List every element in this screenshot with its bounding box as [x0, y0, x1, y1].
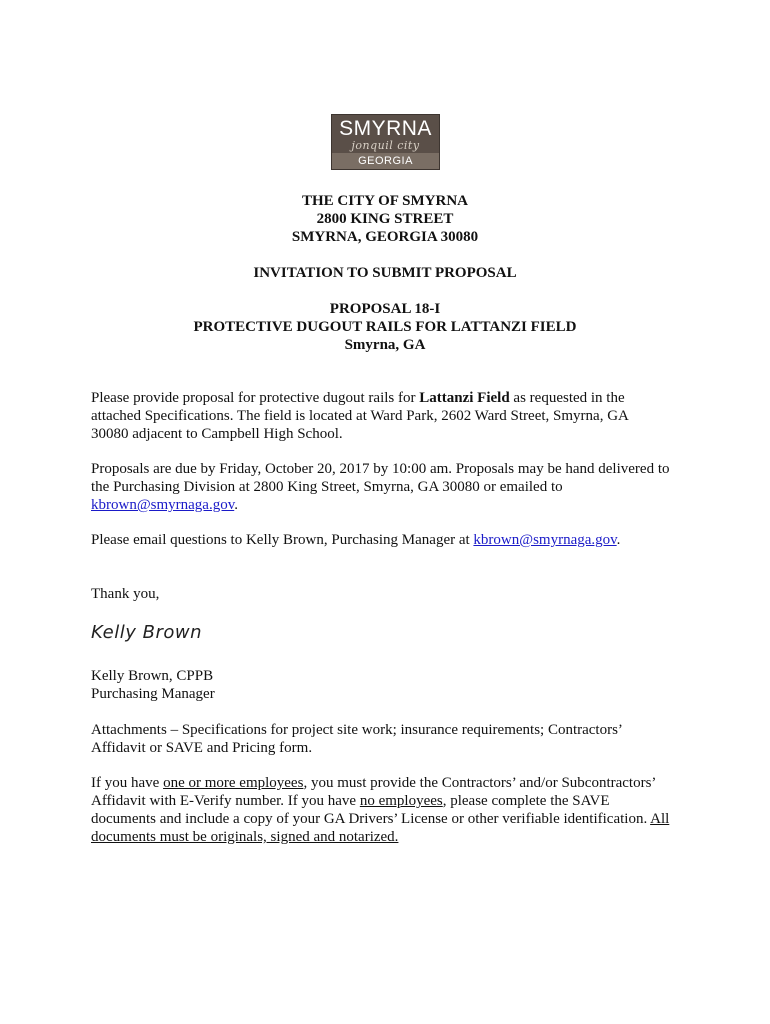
text: attached Specifications. The field is located at Ward Park, 2602 Ward Street, Smyrna, GA — [91, 408, 629, 424]
signer-title: Purchasing Manager — [91, 686, 215, 702]
logo-tagline: jonquil city — [351, 139, 420, 152]
logo-state: GEORGIA — [332, 153, 439, 169]
header-street: 2800 KING STREET — [316, 211, 454, 227]
proposal-title: PROTECTIVE DUGOUT RAILS FOR LATTANZI FIELD — [193, 319, 577, 335]
underlined-text: one or more employees — [163, 775, 304, 791]
text: documents and include a copy of your GA Drivers’ License or other verifiable identification. — [91, 811, 651, 827]
text: as requested in the — [509, 390, 625, 406]
proposal-location: Smyrna, GA — [344, 337, 426, 353]
logo-title: SMYRNA — [339, 117, 432, 140]
paragraph-attachments — [91, 721, 691, 757]
text: Proposals are due by Friday, October 20, 2017 by 10:00 am. Proposals may be hand delivered to — [91, 461, 670, 477]
text: Attachments – Specifications for project site work; insurance requirements; Contractors’ — [91, 722, 623, 738]
paragraph-request — [91, 389, 691, 443]
signer-name: Kelly Brown, CPPB — [91, 668, 214, 684]
smyrna-logo — [331, 114, 440, 170]
text: , please complete the SAVE — [442, 793, 610, 809]
underlined-text: All — [650, 811, 670, 827]
field-name: Lattanzi Field — [419, 390, 510, 406]
text: the Purchasing Division at 2800 King Street, Smyrna, GA 30080 or emailed to — [91, 479, 563, 495]
text: 30080 adjacent to Campbell High School. — [91, 426, 343, 442]
underlined-text: documents must be originals, signed and notarized. — [91, 829, 399, 845]
text: . — [234, 497, 238, 513]
text: Please provide proposal for protective dugout rails for — [91, 390, 420, 406]
text: , you must provide the Contractors’ and/or Subcontractors’ — [303, 775, 657, 791]
paragraph-due-date — [91, 460, 691, 514]
invitation-heading: INVITATION TO SUBMIT PROPOSAL — [253, 265, 517, 281]
text: If you have — [91, 775, 164, 791]
text: . — [616, 532, 621, 548]
text: Affidavit or SAVE and Pricing form. — [91, 740, 313, 756]
paragraph-employees — [91, 774, 691, 846]
text: Affidavit with E-Verify number. If you have — [91, 793, 360, 809]
signature: Kelly Brown — [91, 622, 203, 643]
proposal-number: PROPOSAL 18-I — [329, 301, 441, 317]
paragraph-questions — [91, 531, 691, 549]
email-link[interactable]: kbrown@smyrnaga.gov — [473, 532, 617, 548]
underlined-text: no employees — [359, 793, 443, 809]
closing: Thank you, — [91, 586, 160, 602]
email-link[interactable]: kbrown@smyrnaga.gov — [91, 497, 235, 513]
header-city: THE CITY OF SMYRNA — [302, 193, 468, 209]
text: Please email questions to Kelly Brown, Purchasing Manager at — [91, 532, 474, 548]
header-citystate: SMYRNA, GEORGIA 30080 — [291, 229, 479, 245]
